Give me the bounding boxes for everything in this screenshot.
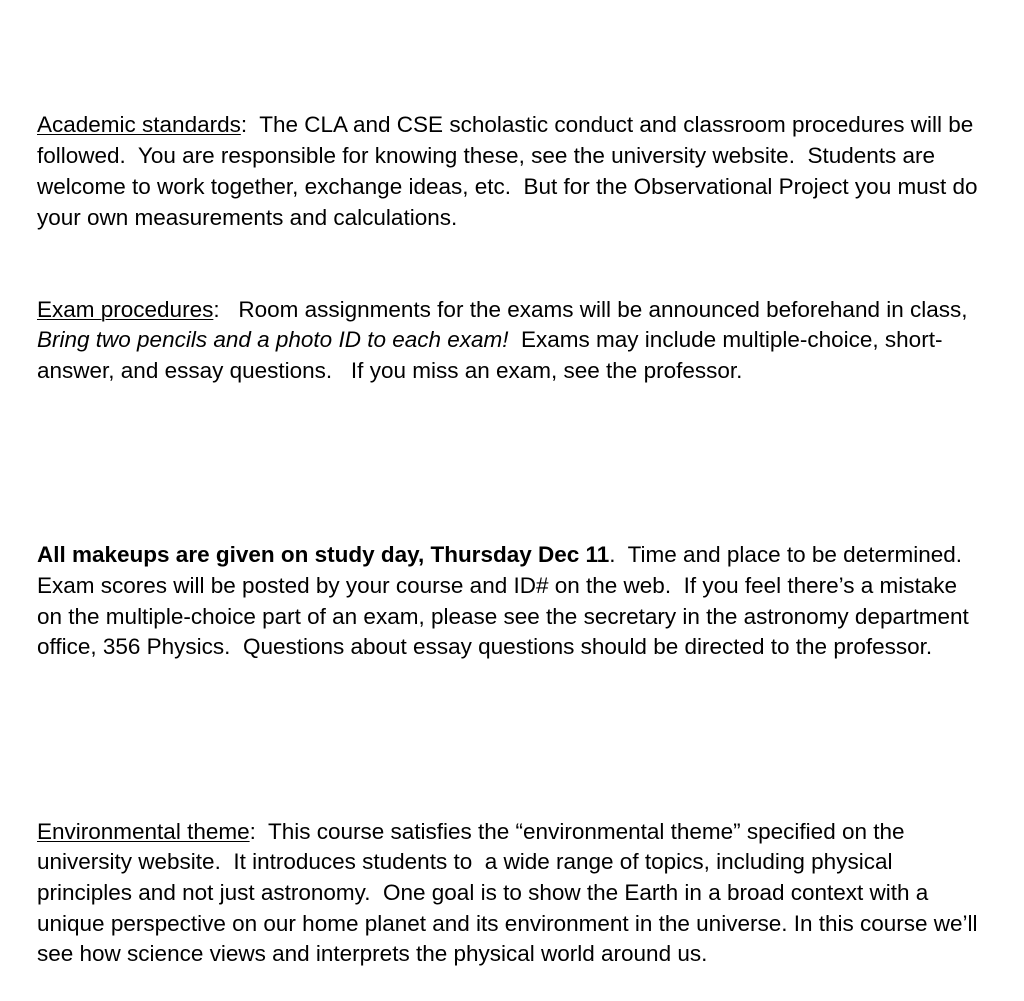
environmental-theme-heading: Environmental theme — [37, 818, 250, 844]
exam-procedures-italic-note: Bring two pencils and a photo ID to each exam! — [37, 327, 509, 353]
paragraph-spacer — [37, 724, 987, 755]
exam-procedures-text-after: Exams may include multiple-choice, short- answer, and essay questions. If you miss an exam, see the professor. — [37, 327, 949, 384]
makeups-text: . Time and place to be determined. Exam scores will be posted by your course and ID# on the web. If you feel there’s a mistake on the multiple-choice part of an exam, please see the secretary in the astronomy department office, 356 Physics. Questions about essay questions should be directed to the professor. — [37, 542, 976, 660]
exam-procedures-paragraph — [37, 295, 987, 387]
environmental-theme-text: : This course satisfies the “environmental theme” specified on the university website. It introduces students to a wide range of topics, including physical principles and not just astronomy. One goal is to show the Earth in a broad context with a unique perspective on our home planet and its environment in the universe. In this course we’ll see how science views and interprets the physical world around us. — [37, 818, 984, 967]
makeups-bold-statement: All makeups are given on study day, Thursday Dec 11 — [37, 542, 610, 568]
exam-procedures-heading: Exam procedures — [37, 296, 214, 322]
academic-standards-text: : The CLA and CSE scholastic conduct and classroom procedures will be followed. You are responsible for knowing these, see the university website. Students are welcome to work together, exchange ideas, etc. But for the Observational Project you must do your own measurements and calculations. — [37, 112, 984, 230]
environmental-theme-paragraph — [37, 817, 987, 971]
exam-procedures-text-before: : Room assignments for the exams will be announced beforehand in class, — [213, 296, 974, 322]
academic-standards-paragraph — [37, 110, 987, 233]
makeups-paragraph — [37, 540, 987, 663]
academic-standards-heading: Academic standards — [37, 112, 241, 138]
paragraph-spacer — [37, 448, 987, 479]
slide-body — [37, 49, 987, 1001]
